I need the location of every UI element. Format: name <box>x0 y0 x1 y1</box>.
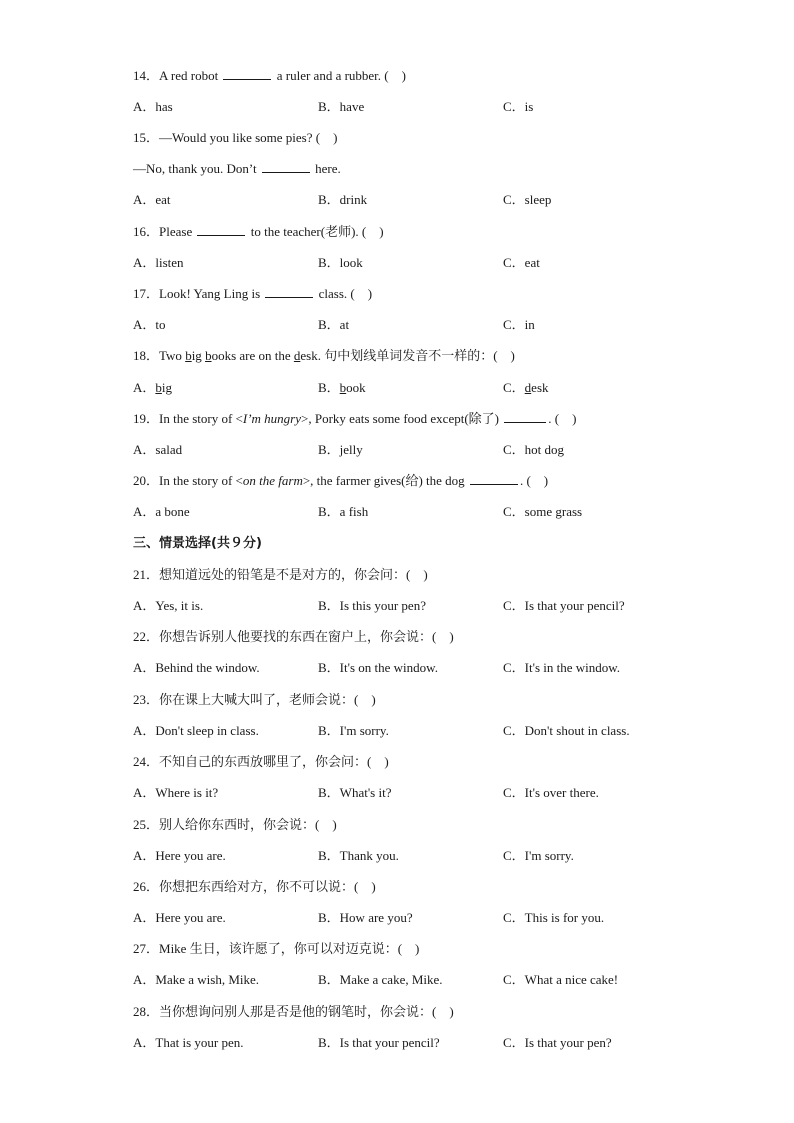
option-b[interactable]: B．I'm sorry. <box>318 723 389 738</box>
question-number: 27． <box>133 941 160 956</box>
option-b[interactable]: B．look <box>318 255 363 270</box>
option-c[interactable]: C．Is that your pen? <box>503 1035 612 1050</box>
question-25 <box>133 817 337 833</box>
underlined-letter: d <box>524 380 532 395</box>
option-b[interactable]: B．Make a cake, Mike. <box>318 972 443 987</box>
option-c[interactable]: C．some grass <box>503 504 583 519</box>
option-a[interactable]: A．Here you are. <box>133 910 226 925</box>
options-14 <box>133 99 733 115</box>
option-b[interactable]: B．What's it? <box>318 785 392 800</box>
question-number: 24． <box>133 754 160 769</box>
options-26 <box>133 910 733 926</box>
option-c[interactable]: C．Don't shout in class. <box>503 723 630 738</box>
options-24 <box>133 785 733 801</box>
options-19 <box>133 442 733 458</box>
question-text: >, the farmer gives(给) the dog <box>302 473 465 488</box>
option-a[interactable]: A．a bone <box>133 504 190 519</box>
option-a[interactable]: A．listen <box>133 255 184 270</box>
option-a[interactable]: A．Yes, it is. <box>133 598 204 613</box>
option-b[interactable]: B．Thank you. <box>318 848 399 863</box>
story-title: I’m hungry <box>242 411 302 426</box>
option-c[interactable] <box>503 380 549 396</box>
option-c[interactable]: C．eat <box>503 255 540 270</box>
question-number: 16． <box>133 224 160 239</box>
question-text: class. ( ) <box>318 286 373 301</box>
question-20 <box>133 473 548 489</box>
option-a[interactable]: A．Where is it? <box>133 785 219 800</box>
answer-blank <box>223 68 271 80</box>
question-23 <box>133 692 376 708</box>
options-22 <box>133 660 733 676</box>
question-text: ig <box>191 348 206 363</box>
option-b[interactable]: B．How are you? <box>318 910 413 925</box>
question-21 <box>133 567 428 583</box>
section-heading: 三、情景选择(共９分) <box>133 536 262 551</box>
question-24 <box>133 754 389 770</box>
option-a[interactable]: A．eat <box>133 192 171 207</box>
option-b[interactable]: B．a fish <box>318 504 369 519</box>
question-28 <box>133 1004 454 1020</box>
question-22 <box>133 629 454 645</box>
question-number: 21． <box>133 567 160 582</box>
option-c[interactable]: C．is <box>503 99 534 114</box>
underlined-letter: b <box>155 380 162 395</box>
options-23 <box>133 723 733 739</box>
option-text: ook <box>346 380 366 395</box>
question-text: 你想把东西给对方，你不可以说：( ) <box>159 879 376 894</box>
underlined-letter: b <box>339 380 347 395</box>
question-text: a ruler and a rubber. ( ) <box>276 68 406 83</box>
question-text: ooks are on the <box>211 348 294 363</box>
question-number: 14． <box>133 68 160 83</box>
question-number: 18． <box>133 348 160 363</box>
option-a[interactable]: A．salad <box>133 442 183 457</box>
question-text: Look! Yang Ling is <box>159 286 261 301</box>
question-number: 15． <box>133 130 160 145</box>
option-b[interactable]: B．Is that your pencil? <box>318 1035 440 1050</box>
options-25 <box>133 848 733 864</box>
option-c[interactable]: C．What a nice cake! <box>503 972 619 987</box>
question-14 <box>133 68 406 84</box>
question-text: esk. 句中划线单词发音不一样的：( ) <box>300 348 515 363</box>
question-15-reply <box>133 161 341 177</box>
question-text: 不知自己的东西放哪里了，你会问：( ) <box>159 754 389 769</box>
option-c[interactable]: C．in <box>503 317 535 332</box>
question-text: . ( ) <box>548 411 577 426</box>
question-text: A red robot <box>159 68 219 83</box>
question-19 <box>133 411 576 427</box>
options-18 <box>133 380 733 396</box>
option-b[interactable]: B．at <box>318 317 350 332</box>
option-a[interactable]: A．Don't sleep in class. <box>133 723 259 738</box>
option-b[interactable]: B．Is this your pen? <box>318 598 426 613</box>
question-number: 22． <box>133 629 160 644</box>
options-27 <box>133 972 733 988</box>
question-number: 28． <box>133 1004 160 1019</box>
underlined-letter: b <box>185 348 192 363</box>
question-number: 20． <box>133 473 160 488</box>
option-a[interactable]: A．Here you are. <box>133 848 226 863</box>
option-c[interactable]: C．I'm sorry. <box>503 848 574 863</box>
option-c[interactable]: C．sleep <box>503 192 552 207</box>
option-label: B． <box>318 380 340 395</box>
question-15 <box>133 130 337 146</box>
option-b[interactable]: B．It's on the window. <box>318 660 438 675</box>
option-c[interactable]: C．hot dog <box>503 442 565 457</box>
question-text: In the story of < <box>159 411 243 426</box>
question-number: 25． <box>133 817 160 832</box>
question-text: 别人给你东西时，你会说：( ) <box>159 817 337 832</box>
option-text: ig <box>161 380 173 395</box>
option-a[interactable]: A．Behind the window. <box>133 660 260 675</box>
option-b[interactable]: B．drink <box>318 192 368 207</box>
question-text: Two <box>159 348 186 363</box>
option-c[interactable]: C．Is that your pencil? <box>503 598 625 613</box>
question-text: 想知道远处的铅笔是不是对方的，你会问：( ) <box>159 567 428 582</box>
option-c[interactable]: C．This is for you. <box>503 910 605 925</box>
answer-blank <box>265 286 313 298</box>
question-text: —No, thank you. Don’t <box>133 161 257 176</box>
options-17 <box>133 317 733 333</box>
question-text: >, Porky eats some food except(除了) <box>301 411 499 426</box>
question-16 <box>133 224 384 240</box>
options-20 <box>133 504 733 520</box>
question-text: here. <box>315 161 341 176</box>
option-b[interactable] <box>318 380 366 396</box>
question-text: 当你想询问别人那是否是他的钢笔时，你会说：( ) <box>159 1004 454 1019</box>
answer-blank <box>262 161 310 173</box>
option-c[interactable]: C．It's in the window. <box>503 660 621 675</box>
answer-blank <box>504 411 546 423</box>
answer-blank <box>470 473 518 485</box>
option-a[interactable]: A．to <box>133 317 166 332</box>
question-text: —Would you like some pies? ( ) <box>159 130 338 145</box>
option-a[interactable]: A．That is your pen. <box>133 1035 244 1050</box>
option-text: esk <box>531 380 549 395</box>
question-text: In the story of < <box>159 473 243 488</box>
question-number: 17． <box>133 286 160 301</box>
options-16 <box>133 255 733 271</box>
option-label: A． <box>133 380 156 395</box>
question-17 <box>133 286 372 302</box>
question-26 <box>133 879 376 895</box>
option-b[interactable]: B．jelly <box>318 442 363 457</box>
question-text: 你在课上大喊大叫了，老师会说：( ) <box>159 692 376 707</box>
question-number: 19． <box>133 411 160 426</box>
options-21 <box>133 598 733 614</box>
question-27 <box>133 941 419 957</box>
story-title: on the farm <box>242 473 303 488</box>
question-number: 23． <box>133 692 160 707</box>
options-15 <box>133 192 733 208</box>
question-text: . ( ) <box>519 473 549 488</box>
question-text: 你想告诉别人他要找的东西在窗户上，你会说：( ) <box>159 629 454 644</box>
question-18 <box>133 348 515 364</box>
question-text: Please <box>159 224 193 239</box>
option-label: C． <box>503 380 525 395</box>
option-a[interactable]: A．Make a wish, Mike. <box>133 972 260 987</box>
option-a[interactable]: A．has <box>133 99 173 114</box>
question-text: Mike 生日，该许愿了，你可以对迈克说：( ) <box>159 941 420 956</box>
option-b[interactable]: B．have <box>318 99 365 114</box>
options-28 <box>133 1035 733 1051</box>
underlined-letter: d <box>293 348 301 363</box>
answer-blank <box>197 224 245 236</box>
question-text: to the teacher(老师). ( ) <box>250 224 384 239</box>
question-number: 26． <box>133 879 160 894</box>
option-a[interactable] <box>133 380 172 396</box>
option-c[interactable]: C．It's over there. <box>503 785 599 800</box>
underlined-letter: b <box>205 348 212 363</box>
